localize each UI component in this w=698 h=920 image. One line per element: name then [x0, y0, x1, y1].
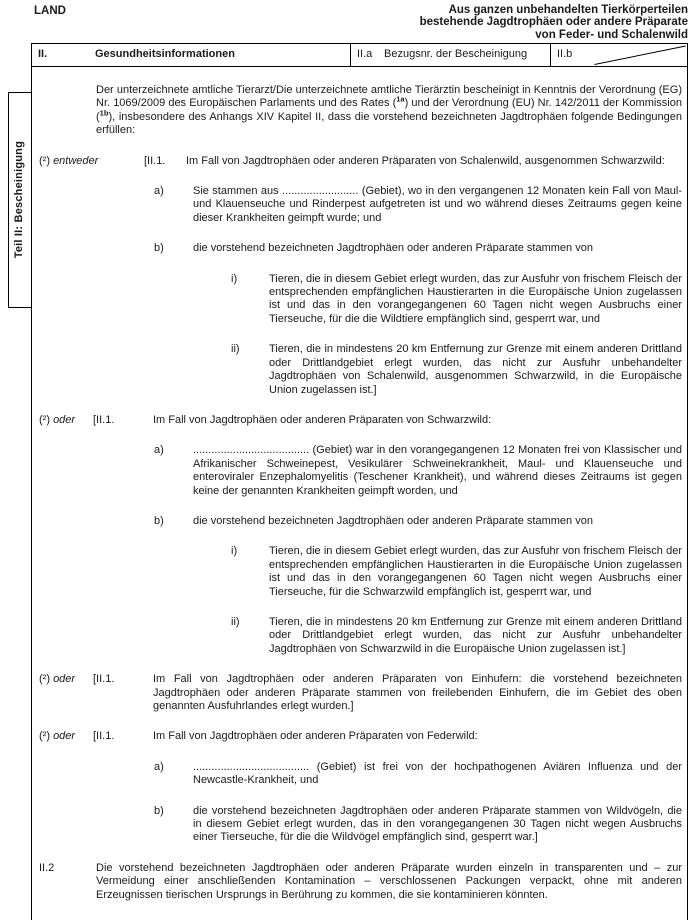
document-title-line-2: bestehende Jagdtrophäen oder andere Präparate: [419, 16, 688, 29]
country-label: LAND: [34, 5, 66, 17]
clause-text: Im Fall von Jagdtrophäen oder anderen Präparaten von Einhufern: die vorstehend bezeichneten Jagdtrophäen oder anderen Präparate stammen von freilebenden Einhufern, die im Gebiet des oben genannten Ausfuhrlandes erlegt wurden.]: [153, 673, 682, 712]
option-word: entweder: [53, 154, 99, 167]
clause-block-einhufer: [39, 673, 682, 713]
clause-text: Die vorstehend bezeichneten Jagdtrophäen oder anderen Präparate wurden einzeln in transparenten und – zur Vermeidung einer anschließenden Kontamination – verschlossenen Packungen verpackt, ohne mit anderen Erzeugnissen tierischen Ursprungs in Berührung zu kommen, die sie kontaminieren könnten.: [96, 861, 682, 901]
clause-text: Im Fall von Jagdtrophäen oder anderen Präparaten von Federwild:: [153, 730, 478, 743]
ref-number-label: II.a: [357, 48, 373, 61]
intro-paragraph: [96, 84, 682, 138]
clause-number: [II.1.: [93, 730, 115, 743]
footnote-2-ref: (²): [39, 413, 50, 426]
clause-head-row: [39, 673, 682, 713]
list-subitem-ii: [231, 343, 682, 397]
subitem-label: ii): [231, 343, 240, 356]
option-word: oder: [53, 413, 76, 426]
item-label: a): [154, 444, 164, 457]
section-title: Gesundheitsinformationen: [95, 48, 235, 61]
diagonal-strike-line: [551, 44, 687, 66]
document-title-line-1: Aus ganzen unbehandelten Tierkörperteilen: [448, 4, 688, 16]
item-text: ...................................... (Gebiet) war in den vorangegangenen 12 Monaten frei von Klassischer und Afrikanischer Schweinepest, Vesikulärer Schweinekrankheit, Maul- und Klauenseuche und enteroviraler Enzephalomyelitis (Teschener Krankheit), und während dieses Zeitraums ist gegen keine der genannten Krankheiten geimpft worden, und: [193, 444, 682, 497]
section-number: II.: [38, 48, 48, 61]
intro-text: Der unterzeichnete amtliche Tierarzt/Die unterzeichnete amtliche Tierärztin bescheinigt in Kenntnis der Verordnung (EG) Nr. 1069/2009 des Europäischen Parlaments und des Rates (: [96, 84, 682, 110]
list-item-a: [154, 761, 682, 788]
clause-head-row: [39, 730, 682, 743]
option-word: oder: [53, 673, 76, 686]
item-label: b): [154, 514, 164, 527]
list-subitem-ii: [231, 616, 682, 656]
subitem-text: Tieren, die in mindestens 20 km Entfernung zur Grenze mit einem anderen Drittland oder Drittlandgebiet erlegt wurden, das nicht zur Ausfuhr unbehandelter Jagdtrophäen von Schwarzwild in die Europäische Union zugelassen ist.]: [269, 615, 682, 655]
item-text: Sie stammen aus ......................... (Gebiet), wo in den vergangenen 12 Monaten kein Fall von Maul- und Klauenseuche und Rinderpest aufgetreten ist und wo während dieses Zeitraums gegen keine dieser Krankheiten geimpft wurde; und: [193, 185, 682, 224]
option-word: oder: [53, 730, 76, 743]
part-ii-side-tab: [8, 92, 32, 308]
part-ii-side-label: Teil II: Bescheinigung: [13, 141, 26, 259]
list-subitem-i: [231, 545, 682, 599]
document-title: [420, 4, 688, 41]
list-item-a: [154, 185, 682, 225]
list-item-b: [154, 805, 682, 845]
footnote-ref-1b: 1b: [99, 108, 109, 118]
item-text: die vorstehend bezeichneten Jagdtrophäen oder anderen Präparate stammen von: [193, 514, 593, 527]
list-item-b: [154, 515, 682, 528]
clause-number: [II.1.: [144, 154, 166, 167]
option-marker: [39, 673, 93, 713]
certificate-table: [31, 43, 688, 920]
list-item-b: [154, 242, 682, 255]
intro-text: ) und der Verordnung (EU) Nr. 142/2011 der Kommission (: [96, 97, 682, 123]
item-text: die vorstehend bezeichneten Jagdtrophäen oder anderen Präparate stammen von Wildvögeln, die in diesem Gebiet erlegt wurden, das in den vorangegangenen 30 Tagen nicht wegen Ausbruchs einer Tierseuche, für die die Wildvögel empfänglich sind, gesperrt war.]: [193, 804, 682, 844]
option-marker: [39, 730, 93, 743]
clause-number: [II.1.: [93, 413, 115, 426]
item-text: ...................................... (Gebiet) ist frei von der hochpathogenen Aviären Influenza und der Newcastle-Krankheit, und: [193, 760, 682, 787]
clause-number: [II.1.: [93, 673, 115, 686]
subitem-label: ii): [231, 615, 240, 628]
subitem-text: Tieren, die in mindestens 20 km Entfernung zur Grenze mit einem anderen Drittland oder Drittlandgebiet erlegt wurden, das nicht zur Ausfuhr unbehandelter Jagdtrophäen von Schalenwild, ausgenommen Schwarzwild, in die Europäische Union zugelassen ist.]: [269, 343, 682, 396]
clause-text: Im Fall von Jagdtrophäen oder anderen Präparaten von Schalenwild, ausgenommen Schwarzwild:: [186, 154, 665, 167]
clause-II-2: [39, 862, 682, 902]
clause-head-row: [39, 414, 682, 427]
iib-header-cell: [550, 44, 687, 66]
clause-text: Im Fall von Jagdtrophäen oder anderen Präparaten von Schwarzwild:: [153, 413, 492, 426]
item-label: b): [154, 242, 164, 255]
item-label: a): [154, 760, 164, 773]
list-subitem-i: [231, 273, 682, 327]
document-title-line-3: von Feder- und Schalenwild: [535, 28, 688, 41]
table-header-row: [32, 44, 687, 67]
option-marker: [39, 414, 93, 427]
clause-head-row: [39, 155, 682, 168]
list-item-a: [154, 444, 682, 498]
subitem-label: i): [231, 272, 238, 285]
iib-label: II.b: [557, 48, 573, 61]
clause-block-schwarzwild: [39, 414, 682, 656]
subitem-text: Tieren, die in diesem Gebiet erlegt wurden, das zur Ausfuhr von frischem Fleisch der entsprechenden empfänglichen Haustierarten in die Europäische Union zugelassen ist und das in den vorangegangenen 60 Tagen nicht wegen Ausbruchs einer Tierseuche, für die Schwarzwild empfänglich ist, gesperrt war, und: [269, 545, 682, 598]
option-marker: [39, 155, 144, 168]
certificate-body: [32, 67, 687, 902]
footnote-2-ref: (²): [39, 730, 50, 743]
clause-block-schalenwild: [39, 155, 682, 397]
intro-text: ), insbesondere des Anhangs XIV Kapitel II, dass die vorstehend bezeichneten Jagdtrophäen folgende Bedingungen erfüllen:: [96, 110, 682, 137]
clause-number: II.2: [39, 861, 55, 874]
footnote-2-ref: (²): [39, 154, 50, 167]
item-label: b): [154, 804, 164, 817]
item-text: die vorstehend bezeichneten Jagdtrophäen oder anderen Präparate stammen von: [193, 242, 593, 255]
item-label: a): [154, 185, 164, 198]
ref-number-title: Bezugsnr. der Bescheinigung: [384, 48, 528, 61]
subitem-label: i): [231, 545, 238, 558]
footnote-ref-1a: 1a: [396, 94, 405, 104]
reference-number-header-cell: [350, 44, 550, 66]
health-info-header-cell: [32, 44, 350, 66]
footnote-2-ref: (²): [39, 673, 50, 686]
subitem-text: Tieren, die in diesem Gebiet erlegt wurden, das zur Ausfuhr von frischem Fleisch der entsprechenden empfänglichen Haustierarten in die Europäische Union zugelassen ist und das in den vorangegangenen 60 Tagen nicht wegen Ausbruchs einer Tierseuche, für die die Wildtiere empfänglich sind, gesperrt war, und: [269, 272, 682, 325]
clause-block-federwild: [39, 730, 682, 844]
